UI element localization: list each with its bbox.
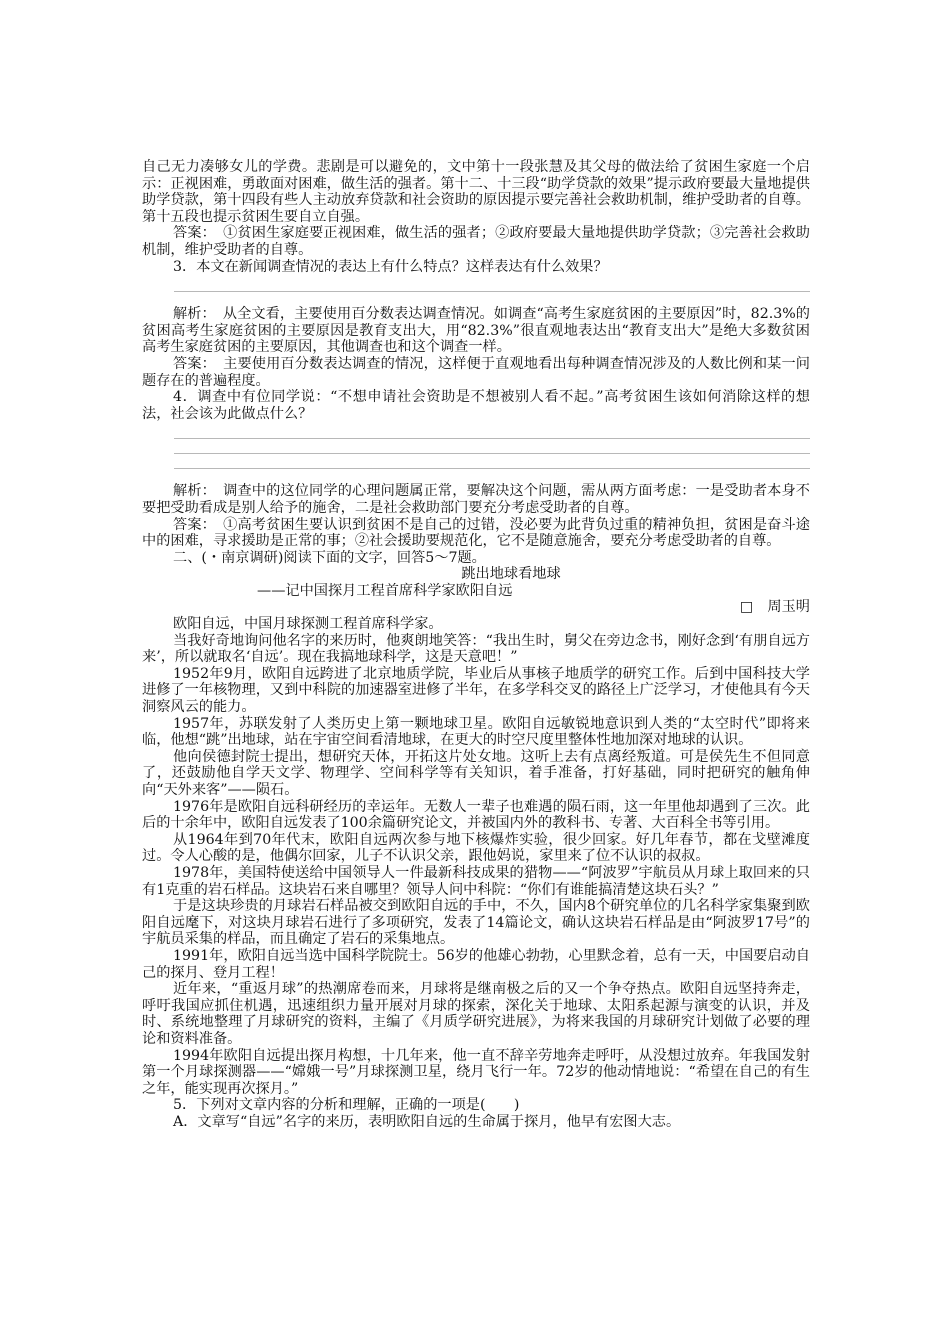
answer-line[interactable] [174, 439, 810, 454]
article-paragraph: 1957年，苏联发射了人类历史上第一颗地球卫星。欧阳自远敏锐地意识到人类的“太空时代”即将来临，他想“跳”出地球，站在宇宙空间看清地球，在更大的时空尺度里整体性地加深对地球的认识。 [142, 715, 810, 749]
article-paragraph: 1952年9月，欧阳自远跨进了北京地质学院，毕业后从事核子地质学的研究工作。后到中国科技大学进修了一年核物理，又到中科院的加速器室进修了半年，在多学科交叉的路径上广泛学习，才使他具有今天洞察风云的能力。 [142, 665, 810, 716]
article-paragraph: 当我好奇地询问他名字的来历时，他爽朗地笑答：“我出生时，舅父在旁边念书，刚好念到‘有朋自远方来’，所以就取名‘自远’。现在我搞地球科学，这是天意吧！” [142, 632, 810, 666]
article-paragraph: 欧阳自远，中国月球探测工程首席科学家。 [173, 616, 443, 633]
question-5-option-a: A．文章写“自远”名字的来历，表明欧阳自远的生命属于探月，他早有宏图大志。 [173, 1113, 681, 1130]
article-subtitle: ——记中国探月工程首席科学家欧阳自远 [257, 582, 513, 599]
answer-q3: 答案： 主要使用百分数表达调查的情况，这样便于直观地看出每种调查情况涉及的人数比例和某一问题存在的普遍程度。 [142, 355, 810, 389]
article-title: 跳出地球看地球 [461, 566, 561, 583]
document-page [142, 159, 810, 1130]
answer-lines-q3[interactable] [142, 275, 810, 306]
answer-line[interactable] [174, 454, 810, 469]
article-paragraph: 1994年欧阳自远提出探月构想，十几年来，他一直不辞辛劳地奔走呼吁，从没想过放弃。年我国发射第一个月球探测器——“嫦娥一号”月球探测卫星，绕月飞行一年。72岁的他动情地说：“希望在自己的有生之年，能实现再次探月。” [142, 1047, 810, 1097]
article-paragraph: 1991年，欧阳自远当选中国科学院院士。56岁的他雄心勃勃，心里默念着，总有一天，中国要启动自己的探月、登月工程！ [142, 947, 810, 981]
answer-line[interactable] [174, 277, 810, 292]
question-3: 3．本文在新闻调查情况的表达上有什么特点？这样表达有什么效果？ [173, 258, 608, 275]
answer-q2: 答案： ①贫困生家庭要正视困难，做生活的强者；②政府要最大量地提供助学贷款；③完善社会救助机制，维护受助者的自尊。 [142, 225, 810, 258]
article-author: □ 周玉明 [739, 599, 810, 616]
section-2-intro: 二、(・南京调研)阅读下面的文字，回答5～7题。 [173, 549, 486, 566]
analysis-continued-paragraph: 自己无力凑够女儿的学费。悲剧是可以避免的，文中第十一段张慧及其父母的做法给了贫困生家庭一个启示：正视困难，勇敢面对困难，做生活的强者。第十二、十三段“助学贷款的效果”提示政府要最大量地提供助学贷款，第十四段有些人主动放弃贷款和社会资助的原因提示要完善社会救助机制，维护受助者的自尊。第十五段也提示贫困生要自立自强。 [142, 159, 810, 225]
article-paragraph: 近年来，“重返月球”的热潮席卷而来，月球将是继南极之后的又一个争夺热点。欧阳自远坚持奔走，呼吁我国应抓住机遇，迅速组织力量开展对月球的探索，深化关于地球、太阳系起源与演变的认识，并及时、系统地整理了月球研究的资料，主编了《月质学研究进展》，为将来我国的月球研究计划做了必要的理论和资料准备。 [142, 981, 810, 1047]
answer-lines-q4[interactable] [142, 422, 810, 483]
analysis-q4: 解析： 调查中的这位同学的心理问题属正常，要解决这个问题，需从两方面考虑：一是受助者本身不要把受助看成是别人给予的施舍，二是社会救助部门要充分考虑受助者的自尊。 [142, 483, 810, 516]
article-paragraph: 从1964年到70年代末，欧阳自远两次参与地下核爆炸实验，很少回家。好几年春节，都在戈壁滩度过。令人心酸的是，他偶尔回家，儿子不认识父亲，跟他妈说，家里来了位不认识的叔叔。 [142, 831, 810, 865]
analysis-q3: 解析： 从全文看，主要使用百分数表达调查情况。如调查“高考生家庭贫困的主要原因”时，82.3%的贫困高考生家庭贫困的主要原因是教育支出大，用“82.3%”很直观地表达出“教育支出大”是绝大多数贫困高考生家庭贫困的主要原因，其他调查也和这个调查一样。 [142, 306, 810, 356]
answer-q4: 答案： ①高考贫困生要认识到贫困不是自己的过错，没必要为此背负过重的精神负担，贫困是奋斗途中的困难，寻求援助是正常的事；②社会援助要规范化，它不是随意施舍，要充分考虑受助者的自尊。 [142, 516, 810, 550]
article-paragraph: 他向侯德封院士提出，想研究天体，开拓这片处女地。这听上去有点离经叛道。可是侯先生不但同意了，还鼓励他自学天文学、物理学、空间科学等有关知识，着手准备，打好基础，同时把研究的触角伸向“天外来客”——陨石。 [142, 748, 810, 798]
article-paragraph: 1976年是欧阳自远科研经历的幸运年。无数人一辈子也难遇的陨石雨，这一年里他却遇到了三次。此后的十余年中，欧阳自远发表了100余篇研究论文，并被国内外的教科书、专著、大百科全书等引用。 [142, 798, 810, 832]
question-4: 4．调查中有位同学说：“不想申请社会资助是不想被别人看不起。”高考贫困生该如何消除这样的想法，社会该为此做点什么？ [142, 389, 810, 422]
question-5: 5．下列对文章内容的分析和理解，正确的一项是( ) [173, 1097, 520, 1114]
article-paragraph: 1978年，美国特使送给中国领导人一件最新科技成果的猎物——“阿波罗”宇航员从月球上取回来的只有1克重的岩石样品。这块岩石来自哪里？领导人问中科院：“你们有谁能搞清楚这块石头？” [142, 864, 810, 898]
answer-line[interactable] [174, 424, 810, 439]
article-paragraph: 于是这块珍贵的月球岩石样品被交到欧阳自远的手中，不久，国内8个研究单位的几名科学家集聚到欧阳自远麾下，对这块月球岩石进行了多项研究，发表了14篇论文，确认这块岩石样品是由“阿波罗17号”的宇航员采集的样品，而且确定了岩石的采集地点。 [142, 898, 810, 948]
